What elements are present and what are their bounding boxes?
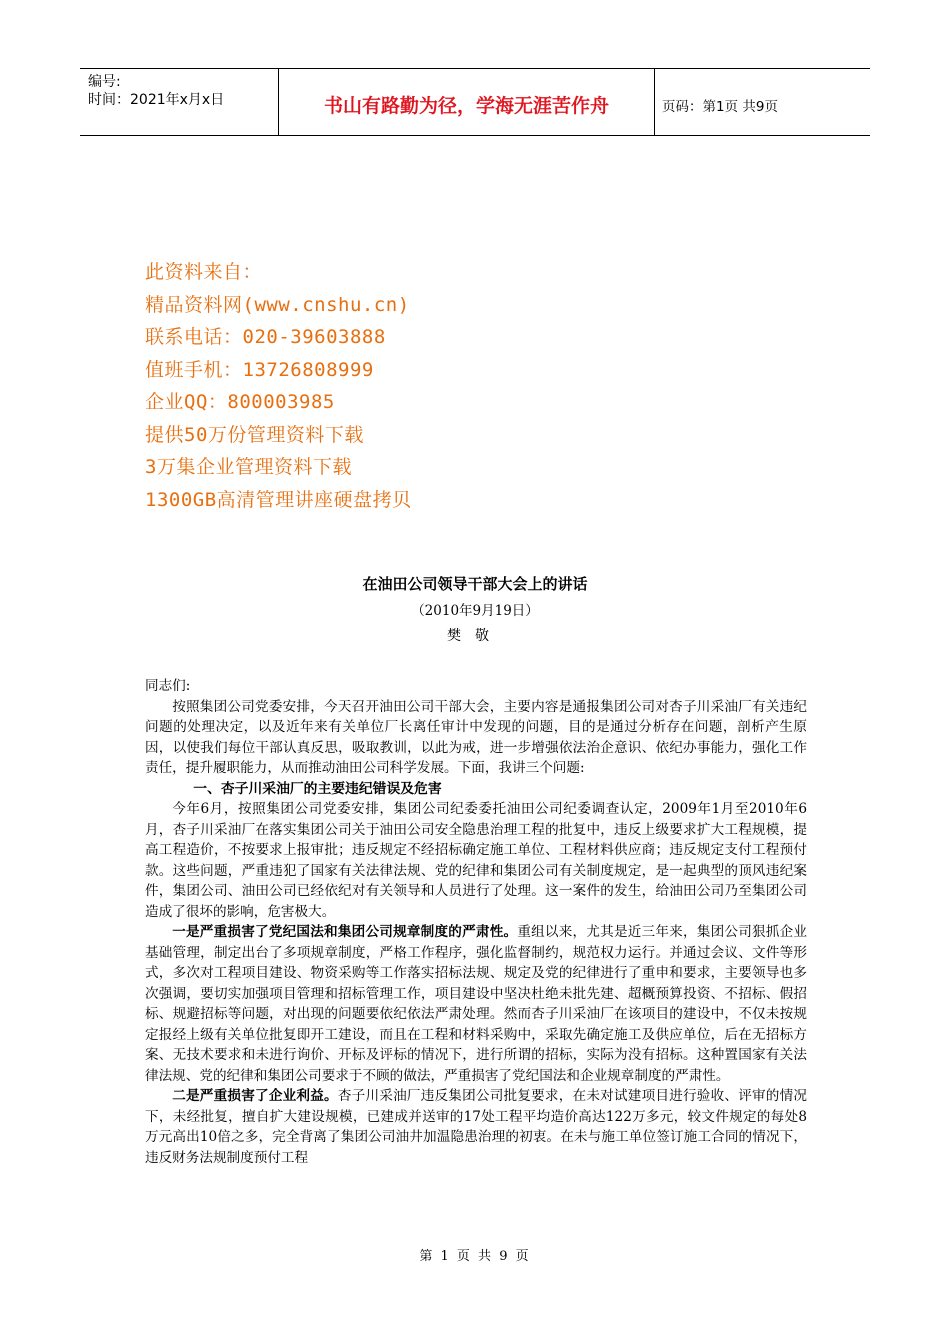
promo-line: 联系电话：020-39603888: [145, 326, 386, 348]
paragraph-lead: 一是严重损害了党纪国法和集团公司规章制度的严肃性。: [172, 924, 518, 940]
paragraph: 按照集团公司党委安排，今天召开油田公司干部大会，主要内容是通报集团公司对杏子川采油厂有关违纪问题的处理决定，以及近年来有关单位厂长离任审计中发现的问题，目的是通过分析存在问题，剖析产生原因，以使我们每位干部认真反思，吸取教训，以此为戒，进一步增强依法治企意识、依纪办事能力，强化工作责任，提升履职能力，从而推动油田公司科学发展。下面，我讲三个问题:: [145, 698, 807, 776]
promo-line: 3万集企业管理资料下载: [145, 456, 352, 478]
greeting: 同志们:: [145, 678, 191, 694]
document-date: （2010年9月19日）: [411, 603, 539, 619]
paragraph: [145, 1086, 807, 1168]
header-page-info: 页码：第1页 共9页: [662, 99, 778, 115]
paragraph-lead: 二是严重损害了企业利益。: [172, 1088, 338, 1104]
page-footer: 第 1 页 共 9 页: [419, 1249, 531, 1264]
paragraph-text: 杏子川采油厂违反集团公司批复要求，在未对试建项目进行验收、评审的情况下，未经批复，擅自扩大建设规模，已建成并送审的17处工程平均造价高达122万多元，较文件规定的每处8万元高出10倍之多，完全背离了集团公司油井加温隐患治理的初衷。在未与施工单位签订施工合同的情况下，违反财务法规制度预付工程: [145, 1088, 808, 1166]
paragraph: [145, 922, 807, 1086]
document-body: [145, 676, 807, 1168]
promo-line: 精品资料网(www.cnshu.cn): [145, 293, 410, 316]
header-meta: [88, 73, 278, 109]
section-heading: 一、杏子川采油厂的主要违纪错误及危害: [193, 780, 442, 797]
time-label: 时间：2021年x月x日: [88, 92, 225, 108]
promo-line: 提供50万份管理资料下载: [145, 423, 364, 446]
paragraph-text: 重组以来，尤其是近三年来，集团公司狠抓企业基础管理，制定出台了多项规章制度，严格工作程序，强化监督制约，规范权力运行。并通过会议、文件等形式，多次对工程项目建设、物资采购等工作落实招标法规、规定及党的纪律进行了重申和要求，主要领导也多次强调，要切实加强项目管理和招标管理工作，项目建设中坚决杜绝未批先建、超概预算投资、不招标、假招标、规避招标等问题，对出现的问题要依纪依法严肃处理。然而杏子川采油厂在该项目的建设中，不仅未按规定报经上级有关单位批复即开工建设，而且在工程和材料采购中，采取先确定施工及供应单位，后在无招标方案、无技术要求和未进行询价、开标及评标的情况下，进行所谓的招标，实际为没有招标。这种置国家有关法律法规、党的纪律和集团公司要求于不顾的做法，严重损害了党纪国法和企业规章制度的严肃性。: [145, 924, 808, 1084]
promo-line: 企业QQ：800003985: [145, 391, 335, 413]
promo-line: 1300GB高清管理讲座硬盘拷贝: [145, 488, 412, 511]
paragraph: 今年6月，按照集团公司党委安排，集团公司纪委委托油田公司纪委调查认定，2009年1月至2010年6月，杏子川采油厂在落实集团公司关于油田公司安全隐患治理工程的批复中，违反上级要求扩大工程规模，提高工程造价，不按要求上报审批；违反规定不经招标确定施工单位、工程材料供应商；违反规定支付工程预付款。这些问题，严重违犯了国家有关法律法规、党的纪律和集团公司有关制度规定，是一起典型的顶风违纪案件，集团公司、油田公司已经依纪对有关领导和人员进行了处理。这一案件的发生，给油田公司乃至集团公司造成了很坏的影响，危害极大。: [145, 801, 807, 920]
number-label: 编号:: [88, 74, 121, 90]
page-header: [80, 68, 870, 136]
document-title: 在油田公司领导干部大会上的讲话: [362, 575, 588, 593]
header-motto: 书山有路勤为径，学海无涯苦作舟: [323, 95, 609, 117]
header-divider: [654, 69, 655, 135]
promo-line: 值班手机：13726808999: [145, 358, 374, 381]
document-author: 樊敬: [447, 628, 503, 644]
promo-block: [145, 256, 412, 516]
promo-line: 此资料来自：: [145, 261, 263, 283]
